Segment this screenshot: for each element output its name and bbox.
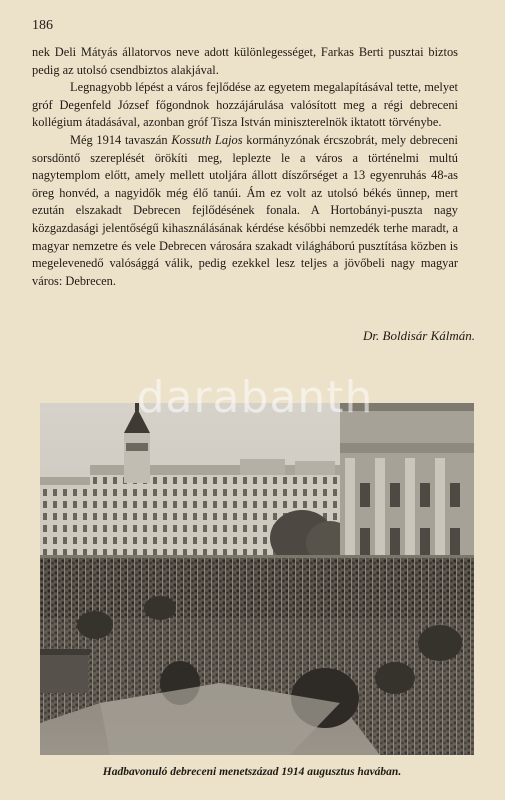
paragraph-3-rest: kormányzónak ércszobrát, mely debreceni sorsdöntő szereplését örökíti meg, leplezte le a város a történelmi multú nagytemplom előtt, amely mellett utoljára állott díszőrséget a 13 egyenruhás 48-as öreg honvéd, a nagyidők még élő tanúi. Ám ez volt az utolsó békés ünnep, mert ezután elszakadt Debrecen fejlődésének fonala. A Hortobányi-puszta nagy közgazdasági jelentőségű kihasználásának kérdése későbbi nemzedék terhe maradt, a magyar nemzetre és vele Debrecen városára szakadt világháború pusztítása közben is megelevenedő valósággá válik, pedig ezekkel lesz teljes a jövőbeli nagy magyar város: Debrecen. xyxy=(32,132,458,288)
paragraph-3-italic-name: Kossuth Lajos xyxy=(171,132,243,147)
historical-photograph xyxy=(40,403,474,755)
paragraph-3-start: Még 1914 tavaszán xyxy=(70,132,172,147)
paragraph-2: Legnagyobb lépést a város fejlődése az egyetem megalapításával tette, melyet gróf Degenfeld József főgondnok hozzájárulása valósított meg a régi debreceni kollégium átadásával, azonban gróf Tisza István miniszterelnök iktatott törvénybe. xyxy=(32,80,458,130)
body-text xyxy=(32,44,458,290)
photo-caption: Hadbavonuló debreceni menetszázad 1914 augusztus havában. xyxy=(102,766,402,778)
paragraph-1: nek Deli Mátyás állatorvos neve adott különlegességet, Farkas Berti pusztai biztos pedig az utolsó csendbiztos alakjával. xyxy=(32,45,458,77)
watermark-text: darabanth xyxy=(136,372,374,423)
paragraph-3 xyxy=(32,132,458,290)
page-number: 186 xyxy=(32,18,53,33)
author-signature: Dr. Boldisár Kálmán. xyxy=(363,328,475,343)
